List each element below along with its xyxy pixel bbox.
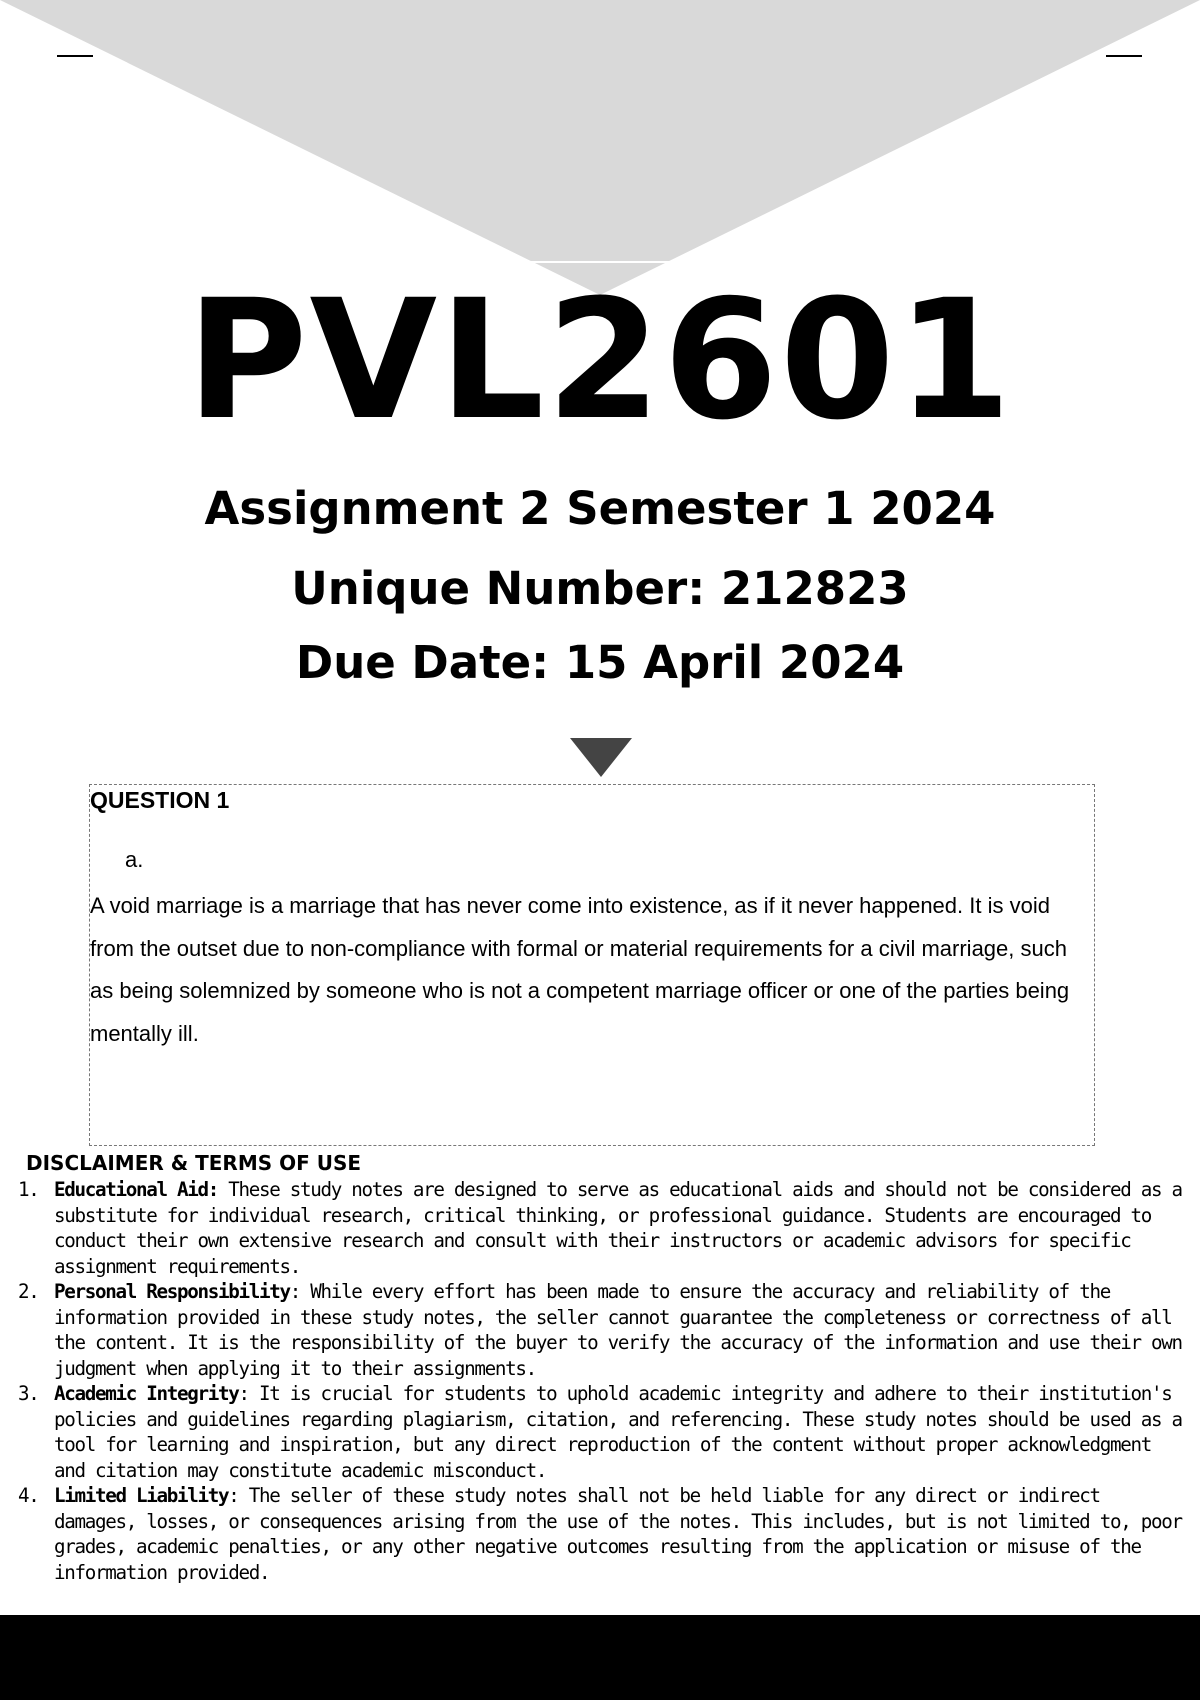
- down-arrow-icon: [570, 738, 632, 777]
- disclaimer-item-number: 2.: [18, 1280, 39, 1303]
- disclaimer-item-number: 4.: [18, 1484, 39, 1507]
- disclaimer-item: [14, 1279, 1186, 1381]
- right-corner-rule: [1106, 55, 1142, 57]
- disclaimer-item-term: Personal Responsibility: [54, 1280, 290, 1303]
- course-code-title: PVL2601: [186, 264, 1014, 456]
- disclaimer-item-text: : The seller of these study notes shall not be held liable for any direct or indirect damages, losses, or consequences arising from the use of the notes. This includes, but is not limited to, poor grades, academic penalties, or any other negative outcomes resulting from the application or misuse of the information provided.: [54, 1484, 1182, 1584]
- disclaimer-item-number: 3.: [18, 1382, 39, 1405]
- assignment-subtitle: Assignment 2 Semester 1 2024: [204, 482, 996, 535]
- question-title: QUESTION 1: [90, 787, 230, 813]
- disclaimer-item-text: : It is crucial for students to uphold academic integrity and adhere to their institution's policies and guidelines regarding plagiarism, citation, and referencing. These study notes should be used as a tool for learning and inspiration, but any direct reproduction of the content without proper acknowledgment and citation may constitute academic misconduct.: [54, 1382, 1182, 1482]
- disclaimer-item-number: 1.: [18, 1178, 39, 1201]
- due-date: Due Date: 15 April 2024: [295, 636, 905, 689]
- disclaimer-list: [14, 1177, 1186, 1585]
- disclaimer-title: DISCLAIMER & TERMS OF USE: [26, 1151, 362, 1175]
- disclaimer-item: [14, 1381, 1186, 1483]
- footer-black-bar: [0, 1615, 1200, 1700]
- question-part-label: a.: [125, 847, 144, 872]
- header-chevron-graphic: [0, 0, 1200, 300]
- unique-number: Unique Number: 212823: [291, 562, 909, 615]
- disclaimer-item-term: Limited Liability: [54, 1484, 229, 1507]
- disclaimer-item: [14, 1483, 1186, 1585]
- disclaimer-item-text: These study notes are designed to serve as educational aids and should not be considered as a substitute for individual research, critical thinking, or professional guidance. Students are encouraged to conduct their own extensive research and consult with their instructors or academic advisors for specific assignment requirements.: [54, 1178, 1182, 1278]
- disclaimer-item: [14, 1177, 1186, 1279]
- disclaimer-item-text: : While every effort has been made to ensure the accuracy and reliability of the information provided in these study notes, the seller cannot guarantee the completeness or correctness of all the content. It is the responsibility of the buyer to verify the accuracy of the information and use their own judgment when applying it to their assignments.: [54, 1280, 1182, 1380]
- disclaimer-item-term: Educational Aid:: [54, 1178, 219, 1201]
- question-text-box: [89, 784, 1095, 1146]
- question-answer: A void marriage is a marriage that has never come into existence, as if it never happened. It is void from the outset due to non-compliance with formal or material requirements for a civil marriage, such as being solemnized by someone who is not a competent marriage officer or one of the parties being mentally ill.: [90, 893, 1070, 1046]
- left-corner-rule: [57, 55, 93, 57]
- disclaimer-item-term: Academic Integrity: [54, 1382, 239, 1405]
